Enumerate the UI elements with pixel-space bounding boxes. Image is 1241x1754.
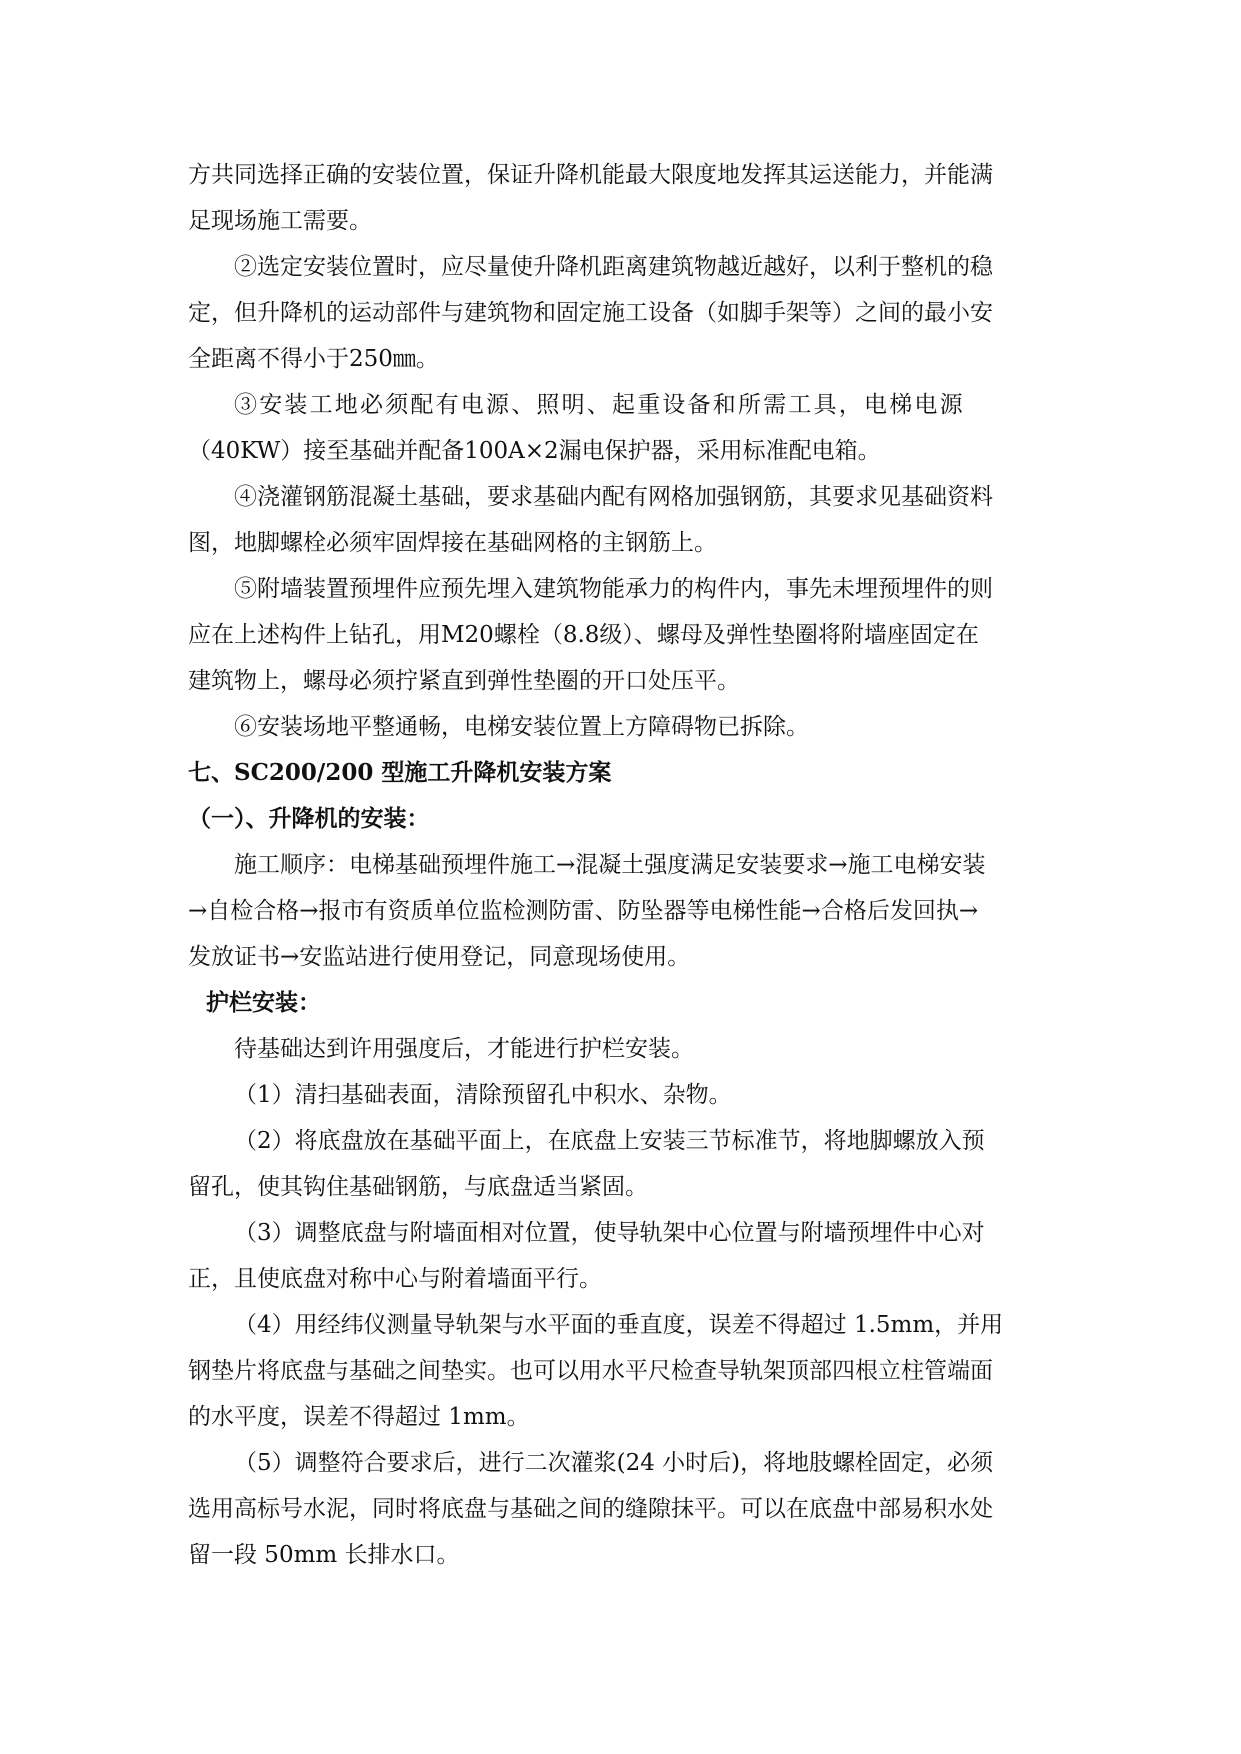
- text-line: （4）用经纬仪测量导轨架与水平面的垂直度，误差不得超过 1.5mm，并用: [234, 1312, 1004, 1338]
- text-line: 定，但升降机的运动部件与建筑物和固定施工设备（如脚手架等）之间的最小安: [188, 300, 993, 326]
- text-line: 建筑物上，螺母必须拧紧直到弹性垫圈的开口处压平。: [188, 668, 740, 694]
- text-line: （2）将底盘放在基础平面上，在底盘上安装三节标准节，将地脚螺放入预: [234, 1128, 985, 1154]
- text-line: 留孔，使其钩住基础钢筋，与底盘适当紧固。: [188, 1174, 648, 1200]
- item-heading: 护栏安装：: [206, 989, 321, 1016]
- text-line: →自检合格→报市有资质单位监检测防雷、防坠器等电梯性能→合格后发回执→: [188, 898, 979, 924]
- text-line: 选用高标号水泥，同时将底盘与基础之间的缝隙抹平。可以在底盘中部易积水处: [188, 1496, 993, 1522]
- text-line: 方共同选择正确的安装位置，保证升降机能最大限度地发挥其运送能力，并能满: [188, 162, 993, 188]
- text-line: 足现场施工需要。: [188, 208, 372, 234]
- section-heading: 七、SC200/200 型施工升降机安装方案: [188, 759, 612, 786]
- text-line: 施工顺序：电梯基础预埋件施工→混凝土强度满足安装要求→施工电梯安装: [234, 852, 986, 878]
- text-line: （40KW）接至基础并配备100A×2漏电保护器，采用标准配电箱。: [188, 438, 881, 464]
- text-line: 全距离不得小于250㎜。: [188, 346, 439, 372]
- text-line: 发放证书→安监站进行使用登记，同意现场使用。: [188, 944, 691, 970]
- text-line: ⑤附墙装置预埋件应预先埋入建筑物能承力的构件内，事先未埋预埋件的则: [234, 576, 993, 602]
- text-line: 待基础达到许用强度后，才能进行护栏安装。: [234, 1036, 694, 1062]
- subsection-heading: （一）、升降机的安装：: [188, 805, 430, 832]
- document-body: [188, 152, 1050, 1578]
- text-line: 正，且使底盘对称中心与附着墙面平行。: [188, 1266, 602, 1292]
- text-line: 应在上述构件上钻孔，用M20螺栓（8.8级）、螺母及弹性垫圈将附墙座固定在: [188, 622, 979, 648]
- text-line: ③安装工地必须配有电源、照明、起重设备和所需工具，电梯电源: [234, 392, 965, 418]
- text-line: 的水平度，误差不得超过 1mm。: [188, 1404, 530, 1430]
- text-line: ②选定安装位置时，应尽量使升降机距离建筑物越近越好，以利于整机的稳: [234, 254, 993, 280]
- text-line: （5）调整符合要求后，进行二次灌浆(24 小时后)，将地肢螺栓固定，必须: [234, 1450, 994, 1476]
- text-line: 图，地脚螺栓必须牢固焊接在基础网格的主钢筋上。: [188, 530, 717, 556]
- text-line: ⑥安装场地平整通畅，电梯安装位置上方障碍物已拆除。: [234, 714, 809, 740]
- text-line: 留一段 50mm 长排水口。: [188, 1542, 460, 1568]
- text-line: ④浇灌钢筋混凝土基础，要求基础内配有网格加强钢筋，其要求见基础资料: [234, 484, 993, 510]
- text-line: （3）调整底盘与附墙面相对位置，使导轨架中心位置与附墙预埋件中心对: [234, 1220, 985, 1246]
- text-line: 钢垫片将底盘与基础之间垫实。也可以用水平尺检查导轨架顶部四根立柱管端面: [188, 1358, 993, 1384]
- text-line: （1）清扫基础表面，清除预留孔中积水、杂物。: [234, 1082, 732, 1108]
